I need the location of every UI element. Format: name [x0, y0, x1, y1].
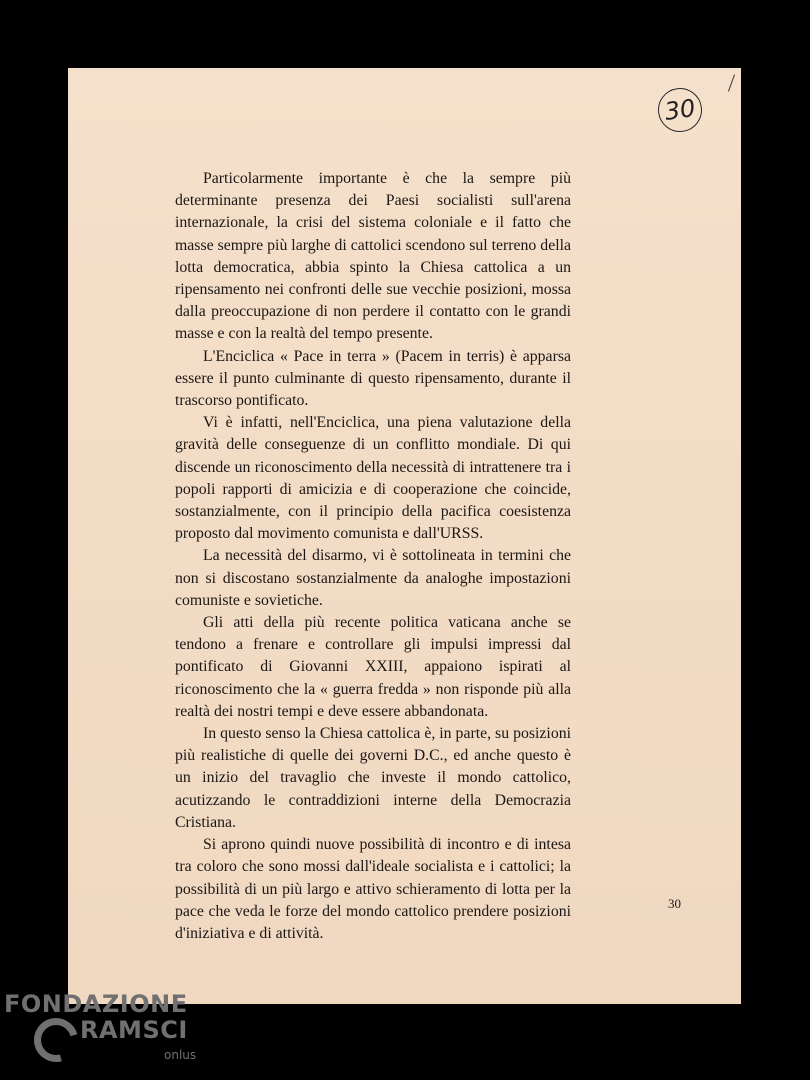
paragraph: Gli atti della più recente politica vaticana anche se tendono a frenare e controllare gli impulsi impressi dal pontificato di Giovanni XXIII, appaiono ispirati al riconoscimento che la « guerra fredda » non risponde più alla realtà dei nostri tempi e deve essere abbandonata. [175, 614, 571, 720]
body-text [175, 168, 571, 945]
paragraph: Si aprono quindi nuove possibilità di incontro e di intesa tra coloro che sono mossi dall'ideale socialista e i cattolici; la possibilità di un più largo e attivo schieramento di lotta per la pace che veda le forze del mondo cattolico prendere posizioni d'iniziativa e di attività. [175, 836, 571, 942]
archive-page-number: 30 [662, 94, 698, 126]
page-number: 30 [668, 896, 681, 911]
paragraph: Particolarmente importante è che la sempre più determinante presenza dei Paesi socialisti sull'arena internazionale, la crisi del sistema coloniale e il fatto che masse sempre più larghe di cattolici scendono sul terreno della lotta democratica, abbia spinto la Chiesa cattolica a un ripensamento nei confronti delle sue vecchie posizioni, mossa dalla preoccupazione di non perdere il contatto con le grandi masse e con la realtà del tempo presente. [175, 170, 571, 343]
paragraph: Vi è infatti, nell'Enciclica, una piena valutazione della gravità delle conseguenze di un conflitto mondiale. Di qui discende un riconoscimento della necessità di intrattenere tra i popoli rapporti di amicizia e di cooperazione che coincide, sostanzialmente, con il principio della pacifica coesistenza proposto dal movimento comunista e dall'URSS. [175, 414, 571, 543]
paragraph: L'Enciclica « Pace in terra » (Pacem in terris) è apparsa essere il punto culminante di questo ripensamento, durante il trascorso pontificato. [175, 347, 571, 410]
watermark-line-2: RAMSCI [80, 1016, 188, 1044]
pen-mark [728, 74, 735, 91]
watermark-line-1: FONDAZIONE [4, 990, 188, 1018]
watermark-line-3: onlus [164, 1048, 197, 1062]
document-page [68, 68, 741, 1004]
paragraph: La necessità del disarmo, vi è sottolineata in termini che non si discostano sostanzialmente da analoghe impostazioni comuniste e sovietiche. [175, 547, 571, 609]
archive-page-number-circle [655, 85, 705, 135]
fondazione-gramsci-watermark [4, 990, 204, 1080]
paragraph: In questo senso la Chiesa cattolica è, in parte, su posizioni più realistiche di quelle dei governi D.C., ed anche questo è un inizio del travaglio che investe il mondo cattolico, acutizzando le contraddizioni interne della Democrazia Cristiana. [175, 725, 571, 831]
watermark-g-logo-icon [26, 1010, 86, 1070]
